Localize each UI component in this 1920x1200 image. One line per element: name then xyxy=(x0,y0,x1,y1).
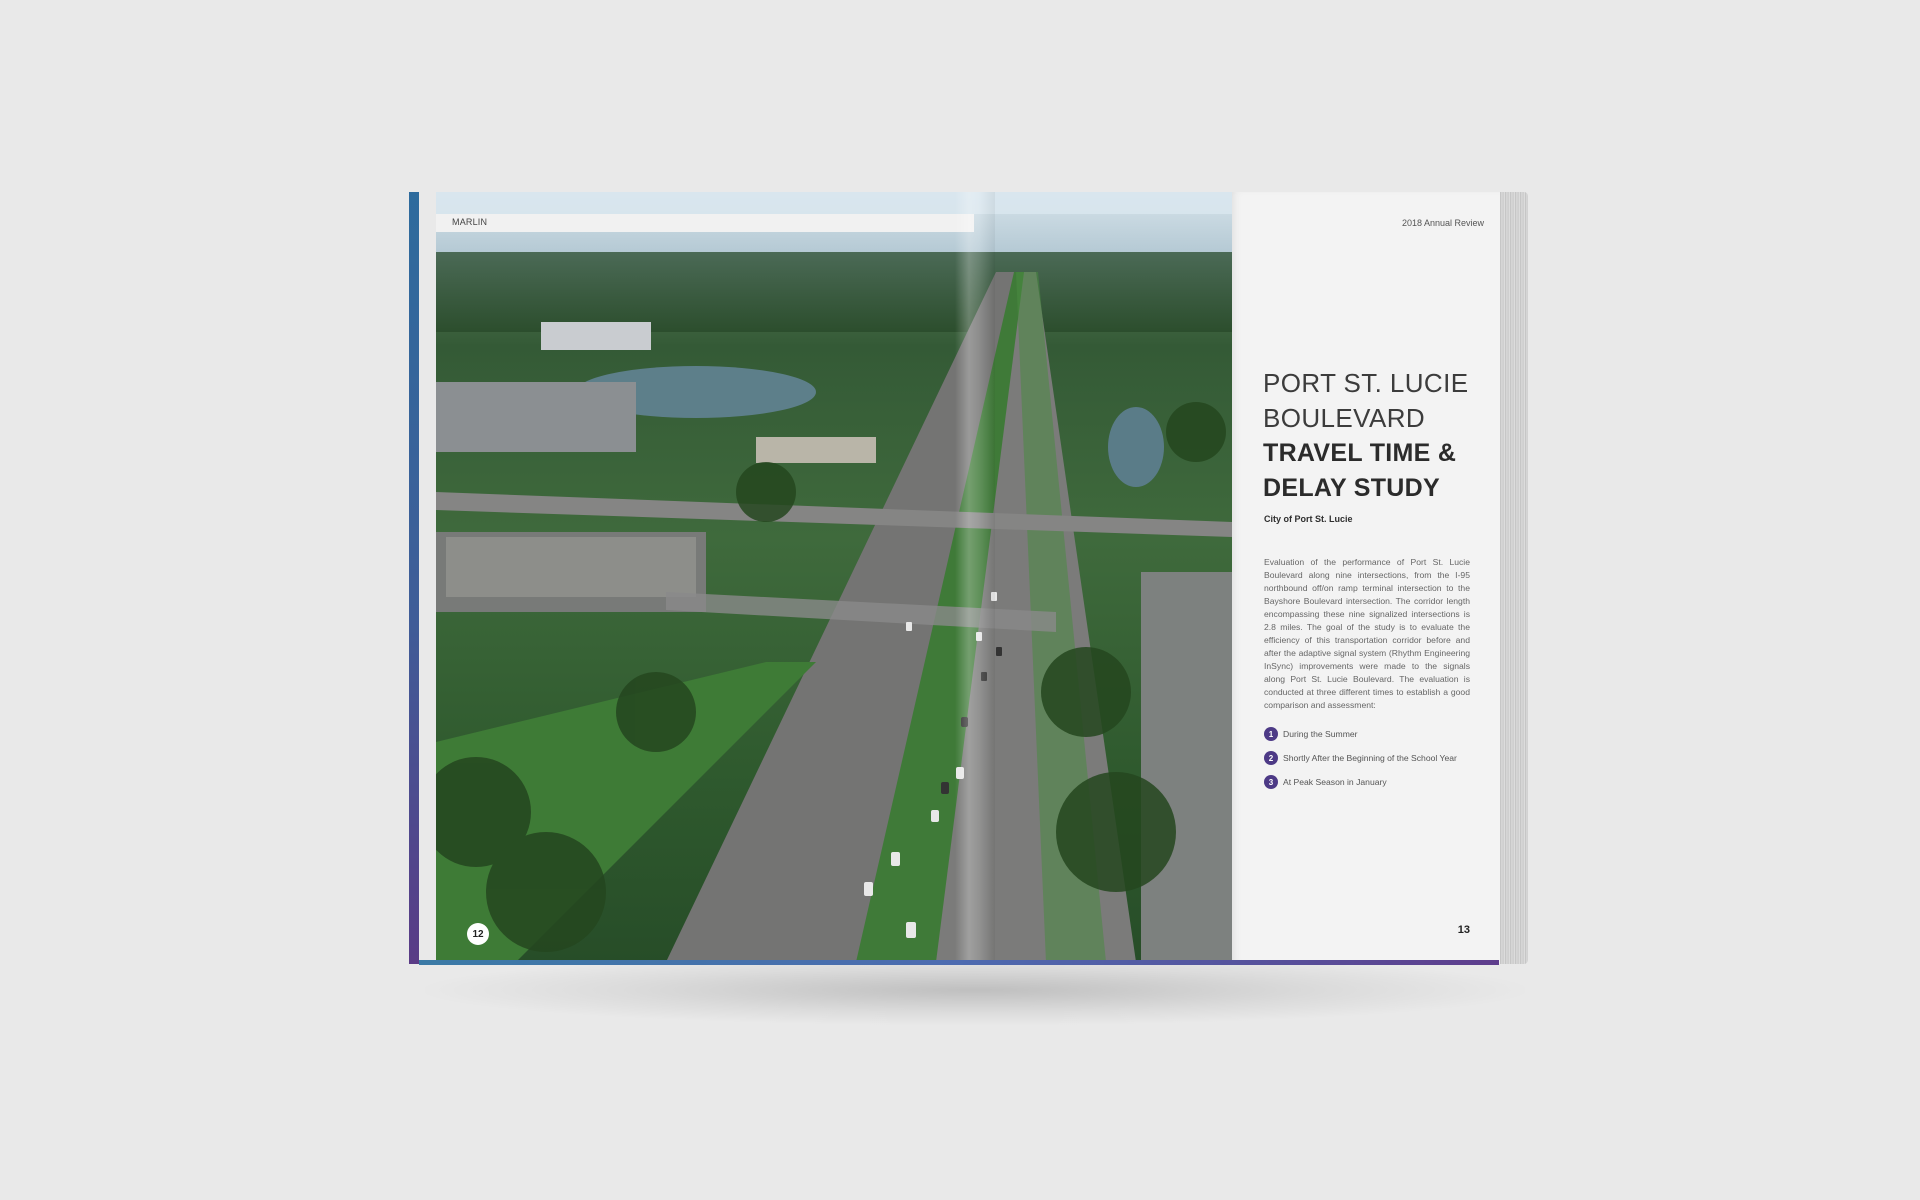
article-subtitle: City of Port St. Lucie xyxy=(1264,514,1353,524)
cover-spine-edge xyxy=(409,192,419,964)
right-running-head: 2018 Annual Review xyxy=(1401,218,1484,228)
article-body: Evaluation of the performance of Port St. Lucie Boulevard along nine intersections, from the I-95 northbound off/on ramp terminal intersection to the Bayshore Boulevard intersection. The corridor length encompassing these nine signalized intersections is 2.8 miles. The goal of the study is to evaluate the efficiency of this transportation corridor before and after the adaptive signal system (Rhythm Engineering InSync) improvements were made to the signals along Port St. Lucie Boulevard. The evaluation is conducted at three different times to establish a good comparison and assessment: xyxy=(1264,557,1470,710)
assessment-list xyxy=(1264,722,1474,794)
list-item-label: At Peak Season in January xyxy=(1283,777,1387,787)
number-badge-icon: 1 xyxy=(1264,727,1278,741)
list-item xyxy=(1264,746,1474,770)
book-shadow xyxy=(425,955,1525,1025)
article-title-light: PORT ST. LUCIE BOULEVARD xyxy=(1263,368,1469,433)
left-running-head: MARLIN xyxy=(452,217,488,227)
left-page-number: 12 xyxy=(467,923,489,945)
left-header-band xyxy=(436,214,974,232)
article-title-bold: TRAVEL TIME & DELAY STUDY xyxy=(1263,439,1457,502)
number-badge-icon: 3 xyxy=(1264,775,1278,789)
right-page-number: 13 xyxy=(1457,924,1470,936)
aerial-photo-illustration xyxy=(436,192,1232,962)
list-item-label: Shortly After the Beginning of the School Year xyxy=(1283,753,1457,763)
book-gutter-highlight xyxy=(955,192,995,964)
photo-top-strip xyxy=(436,192,1232,214)
list-item xyxy=(1264,770,1474,794)
page-stack-edge xyxy=(1500,192,1528,964)
list-item xyxy=(1264,722,1474,746)
aerial-road-photo xyxy=(436,192,1232,962)
list-item-label: During the Summer xyxy=(1283,729,1358,739)
cover-bottom-edge xyxy=(419,960,1499,965)
number-badge-icon: 2 xyxy=(1264,751,1278,765)
